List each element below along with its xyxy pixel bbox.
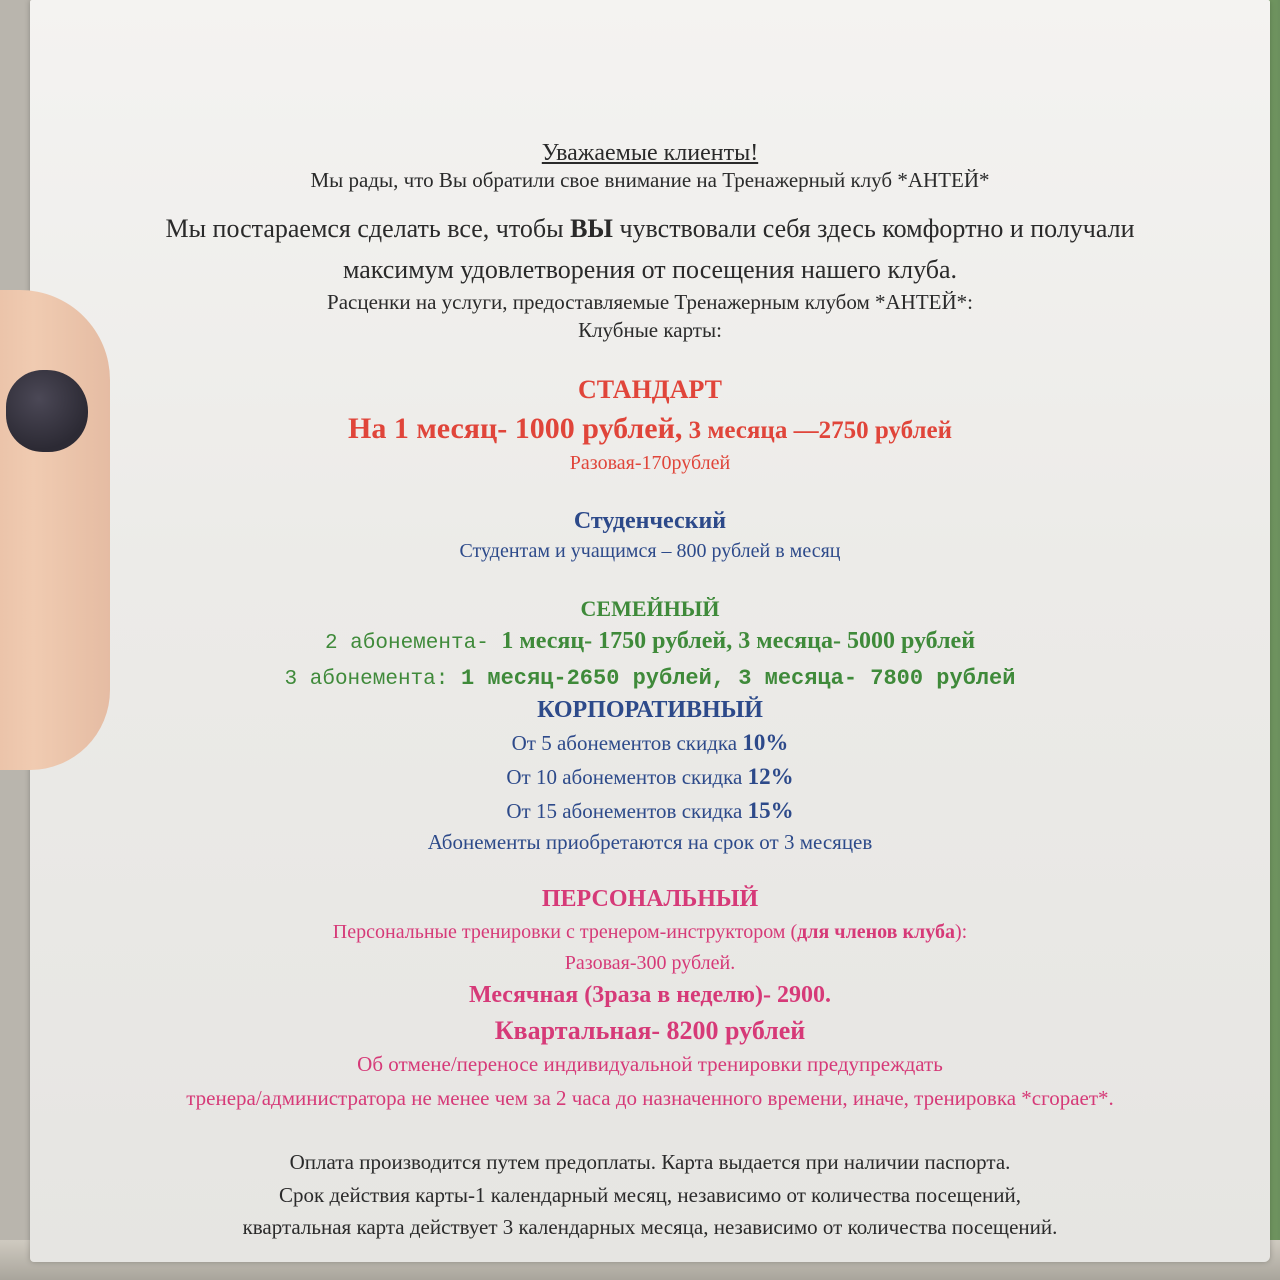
corporate-note: Абонементы приобретаются на срок от 3 месяцев: [427, 830, 873, 854]
personal-single: Разовая-300 рублей.: [564, 952, 736, 974]
prices-intro: Расценки на услуги, предоставляемые Тренажерным клубом *АНТЕЙ*:: [327, 290, 973, 314]
corporate-title: КОРПОРАТИВНЫЙ: [537, 697, 763, 723]
family-two-subscriptions: 2 абонемента- 1 месяц- 1750 рублей, 3 месяца- 5000 рублей: [324, 628, 976, 655]
greeting-title: Уважаемые клиенты!: [541, 140, 759, 166]
corporate-discount-15: От 15 абонементов скидка 15%: [506, 798, 794, 823]
hand: [0, 290, 110, 770]
corporate-discount-5: От 5 абонементов скидка 10%: [511, 730, 789, 755]
personal-monthly: Месячная (3раза в неделю)- 2900.: [469, 982, 831, 1008]
payment-terms: Оплата производится путем предоплаты. Карта выдается при наличии паспорта.: [289, 1150, 1011, 1174]
personal-quarterly: Квартальная- 8200 рублей: [494, 1016, 806, 1045]
comfort-line-2: максимум удовлетворения от посещения нашего клуба.: [342, 255, 958, 284]
personal-intro: Персональные тренировки с тренером-инструктором (для членов клуба):: [332, 921, 968, 943]
fingernail: [6, 370, 88, 452]
student-price: Студентам и учащимся – 800 рублей в месяц: [459, 540, 841, 562]
standard-prices: На 1 месяц- 1000 рублей, 3 месяца —2750 рублей: [348, 412, 952, 445]
club-cards-label: Клубные карты:: [578, 318, 722, 342]
comfort-line-1: Мы постараемся сделать все, чтобы ВЫ чувствовали себя здесь комфортно и получали: [165, 214, 1135, 243]
quarterly-validity: квартальная карта действует 3 календарных месяца, независимо от количества посещений.: [242, 1215, 1058, 1239]
card-validity: Срок действия карты-1 календарный месяц, независимо от количества посещений,: [279, 1183, 1021, 1207]
family-three-subscriptions: 3 абонемента: 1 месяц-2650 рублей, 3 месяца- 7800 рублей: [284, 666, 1016, 691]
welcome-text: Мы рады, что Вы обратили свое внимание на Тренажерный клуб *АНТЕЙ*: [310, 168, 990, 192]
standard-single: Разовая-170рублей: [569, 452, 731, 474]
cancel-rule-2: тренера/администратора не менее чем за 2 часа до назначенного времени, иначе, тренировка *сгорает*.: [186, 1086, 1114, 1110]
personal-title: ПЕРСОНАЛЬНЫЙ: [541, 886, 759, 912]
standard-title: СТАНДАРТ: [577, 375, 723, 404]
corporate-discount-10: От 10 абонементов скидка 12%: [506, 764, 794, 789]
family-title: СЕМЕЙНЫЙ: [580, 596, 720, 621]
cancel-rule-1: Об отмене/переносе индивидуальной тренировки предупреждать: [357, 1052, 943, 1076]
student-title: Студенческий: [573, 508, 727, 534]
